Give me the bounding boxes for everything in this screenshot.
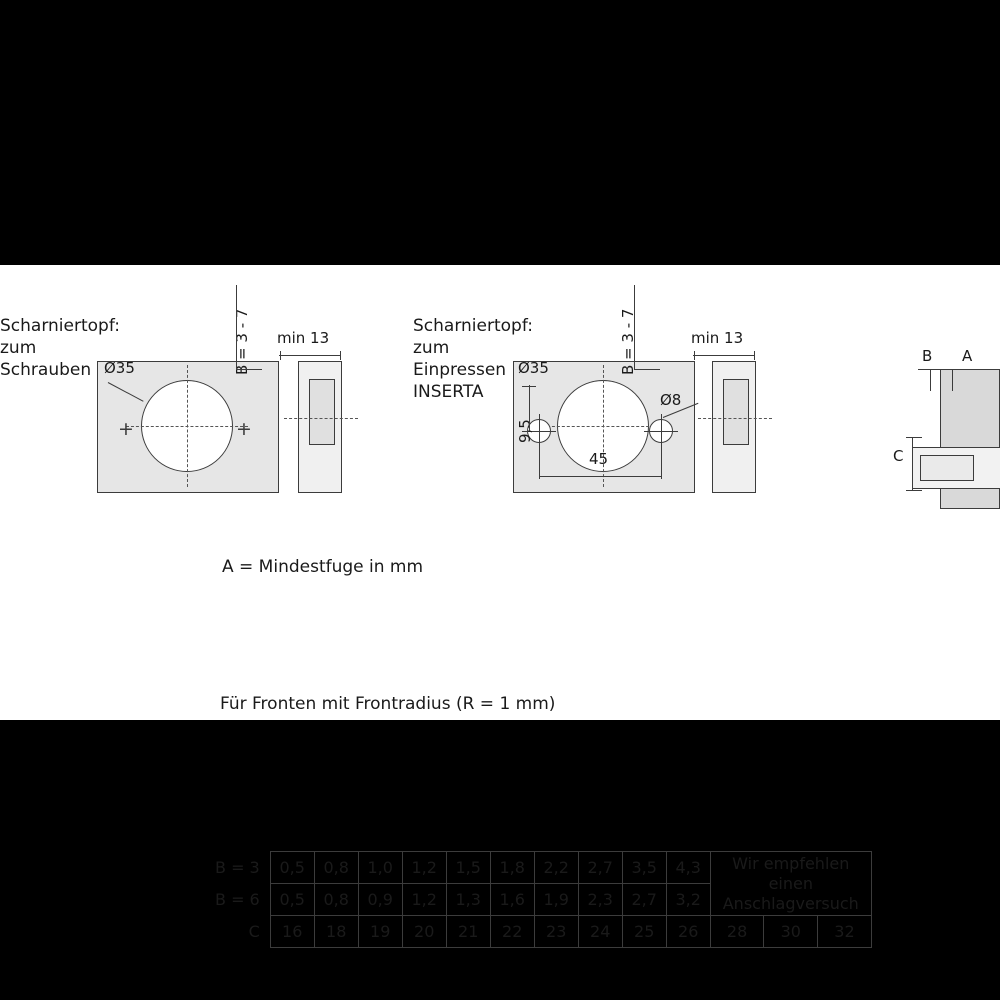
cell-c-8: 24 xyxy=(578,916,622,948)
right-c-tick-bottom xyxy=(906,490,922,491)
mid-side-view-cup xyxy=(723,379,749,445)
cell-b6-8: 2,3 xyxy=(578,884,622,916)
left-min13-tick-right xyxy=(340,351,341,360)
clearance-table xyxy=(215,851,872,948)
mid-title-line3: Einpressen xyxy=(413,360,507,380)
cell-b6-7: 1,9 xyxy=(534,884,578,916)
cell-c-12: 30 xyxy=(764,916,818,948)
mid-b-range-leader-foot xyxy=(634,369,660,370)
row-label-b6: B = 6 xyxy=(215,890,260,909)
row-label-b3: B = 3 xyxy=(215,858,260,877)
left-b-range-leader-foot xyxy=(236,369,262,370)
table-note-line2: einen Anschlagversuch xyxy=(722,873,859,913)
mid-offset-dim-line xyxy=(529,385,530,431)
mid-width-label: 45 xyxy=(589,450,609,468)
cell-b6-9: 2,7 xyxy=(622,884,666,916)
cell-b3-5: 1,5 xyxy=(446,852,490,884)
cell-c-11: 28 xyxy=(710,916,764,948)
right-label-b: B xyxy=(922,347,933,365)
left-title-line1: Scharniertopf: xyxy=(0,316,120,336)
cell-c-2: 18 xyxy=(314,916,358,948)
cell-b6-3: 0,9 xyxy=(358,884,402,916)
mid-min13-tick-right xyxy=(754,351,755,360)
right-cup-detail xyxy=(920,455,974,481)
mid-diameter-label: Ø35 xyxy=(518,359,549,377)
cell-c-13: 32 xyxy=(818,916,872,948)
mid-b-range-leader xyxy=(634,285,635,370)
mid-title-line2: zum xyxy=(413,338,450,358)
mid-min13-label: min 13 xyxy=(691,329,744,347)
left-b-range-leader xyxy=(236,285,237,370)
cell-c-7: 23 xyxy=(534,916,578,948)
technical-drawing-sheet xyxy=(0,265,1000,941)
table-note xyxy=(710,852,871,916)
left-min13-label: min 13 xyxy=(277,329,330,347)
left-side-view-cup xyxy=(309,379,335,445)
right-c-tick-top xyxy=(906,437,922,438)
right-a-tick-left xyxy=(940,369,941,391)
mid-offset-tick-top xyxy=(522,386,536,387)
cell-b3-8: 2,7 xyxy=(578,852,622,884)
cell-b6-4: 1,2 xyxy=(402,884,446,916)
mid-pin-diameter-label: Ø8 xyxy=(660,391,682,409)
right-label-c: C xyxy=(893,447,904,465)
right-c-dim-line xyxy=(912,437,913,491)
left-diameter-label: Ø35 xyxy=(104,359,135,377)
left-b-range-label: B = 3 - 7 xyxy=(233,308,251,375)
cell-b3-7: 2,2 xyxy=(534,852,578,884)
left-title-line2: zum xyxy=(0,338,37,358)
mid-width-tick-right xyxy=(661,443,662,479)
mid-b-range-label: B = 3 - 7 xyxy=(619,308,637,375)
table-caption-top: A = Mindestfuge in mm xyxy=(222,557,424,577)
cell-b3-3: 1,0 xyxy=(358,852,402,884)
cell-c-1: 16 xyxy=(270,916,314,948)
cell-c-5: 21 xyxy=(446,916,490,948)
left-hole-centerline-v xyxy=(187,365,188,487)
cell-b6-10: 3,2 xyxy=(666,884,710,916)
table-caption-bottom: Für Fronten mit Frontradius (R = 1 mm) xyxy=(220,694,556,714)
right-label-a: A xyxy=(962,347,973,365)
row-label-c: C xyxy=(248,922,260,941)
mid-title-line1: Scharniertopf: xyxy=(413,316,533,336)
left-screw-mark-left: + xyxy=(118,418,134,440)
table-row xyxy=(215,852,871,884)
cell-c-6: 22 xyxy=(490,916,534,948)
cell-b6-6: 1,6 xyxy=(490,884,534,916)
cell-b3-6: 1,8 xyxy=(490,852,534,884)
cell-b6-5: 1,3 xyxy=(446,884,490,916)
cell-b3-9: 3,5 xyxy=(622,852,666,884)
mid-min13-tick-left xyxy=(694,351,695,360)
cell-b3-4: 1,2 xyxy=(402,852,446,884)
left-min13-dim-line xyxy=(279,355,341,356)
cell-b6-2: 0,8 xyxy=(314,884,358,916)
cell-c-4: 20 xyxy=(402,916,446,948)
mid-side-centerline xyxy=(698,418,772,419)
cell-b3-10: 4,3 xyxy=(666,852,710,884)
right-b-tick xyxy=(930,369,931,391)
left-side-centerline xyxy=(284,418,358,419)
left-screw-mark-right: + xyxy=(236,418,252,440)
cell-c-10: 26 xyxy=(666,916,710,948)
cell-b3-2: 0,8 xyxy=(314,852,358,884)
cell-b3-1: 0,5 xyxy=(270,852,314,884)
mid-offset-label: 9,5 xyxy=(516,419,534,443)
right-a-tick-right xyxy=(952,369,953,391)
cell-c-3: 19 xyxy=(358,916,402,948)
mid-width-dim-line xyxy=(539,476,661,477)
table-row xyxy=(215,916,871,948)
cell-b6-1: 0,5 xyxy=(270,884,314,916)
mid-min13-dim-line xyxy=(693,355,755,356)
cell-c-9: 25 xyxy=(622,916,666,948)
left-title-line3: Schrauben xyxy=(0,360,92,380)
table-note-line1: Wir empfehlen xyxy=(732,853,850,873)
mid-title-line4: INSERTA xyxy=(413,382,484,402)
left-min13-tick-left xyxy=(280,351,281,360)
mid-width-tick-left xyxy=(539,443,540,479)
